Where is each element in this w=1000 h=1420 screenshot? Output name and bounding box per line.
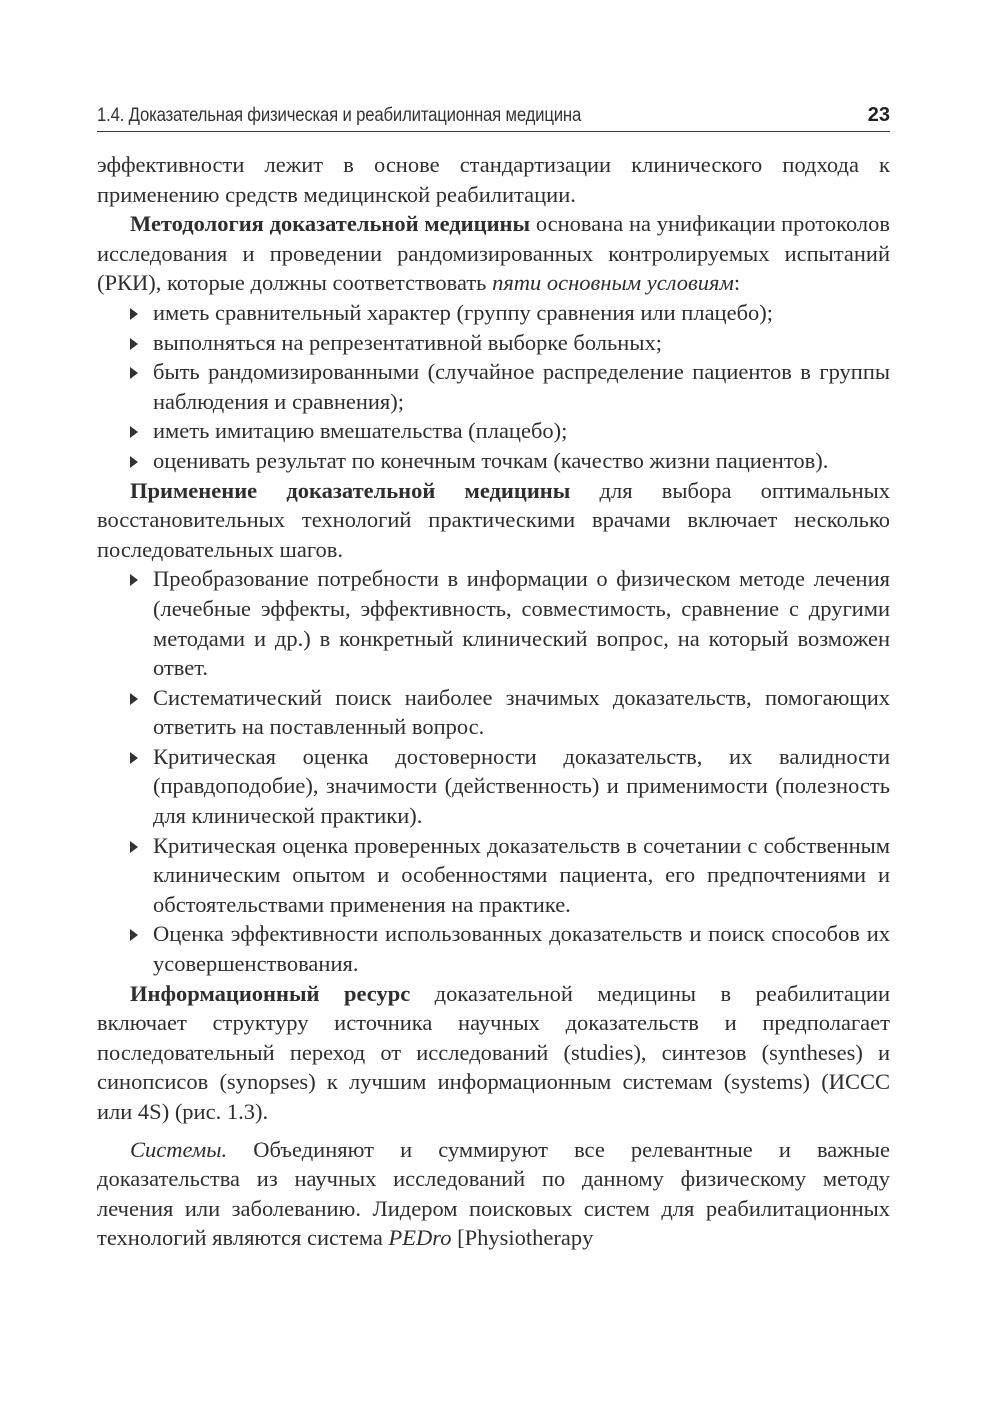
list-item bbox=[97, 446, 890, 476]
list-item bbox=[97, 298, 890, 328]
list-item-text: Критическая оценка достоверности доказательств, их валидности (правдоподобие), значимости (действенность) и применимости (полезность для клинической практики). bbox=[153, 743, 890, 829]
paragraph-application-text: для выбора оптимальных восстановительных технологий практическими врачами включает несколько последовательных шагов. bbox=[97, 477, 890, 562]
paragraph-methodology-end: : bbox=[733, 270, 741, 296]
page-number: 23 bbox=[867, 104, 890, 126]
paragraph-application bbox=[97, 476, 890, 565]
emphasis-five-conditions: пяти основным условиям bbox=[492, 270, 734, 296]
paragraph-info-resource-text: доказательной медицины в реабилитации включает структуру источника научных доказательств и предполагает последовательный переход от исследований (studies), синтезов (syntheses) и синопсисов (synopses) к лучшим информационным системам (systems) (ИССС или 4S) (рис. 1.3). bbox=[97, 980, 891, 1124]
paragraph-systems bbox=[97, 1135, 890, 1253]
paragraph-methodology bbox=[97, 209, 890, 298]
list-item bbox=[97, 328, 890, 358]
bullet-icon bbox=[130, 426, 138, 438]
list-item bbox=[97, 357, 890, 416]
list-item bbox=[97, 831, 890, 920]
term-info-resource: Информационный ресурс bbox=[130, 980, 411, 1006]
bullet-icon bbox=[130, 929, 138, 941]
bullet-icon bbox=[130, 841, 138, 853]
bullet-icon bbox=[130, 338, 138, 350]
list-item-text: Критическая оценка проверенных доказательств в сочетании с собственным клиническим опытом и особенностями пациента, его предпочтениями и обстоятельствами применения на практике. bbox=[153, 832, 890, 917]
term-methodology: Методология доказательной медицины bbox=[130, 211, 531, 237]
list-item-text: иметь сравнительный характер (группу сравнения или плацебо); bbox=[153, 299, 774, 325]
bullet-icon bbox=[130, 308, 138, 320]
bullet-icon bbox=[130, 693, 138, 705]
term-pedro: PEDro bbox=[388, 1225, 452, 1251]
bullet-icon bbox=[130, 574, 138, 586]
running-header bbox=[97, 98, 890, 132]
bullet-icon bbox=[130, 752, 138, 764]
list-item-text: оценивать результат по конечным точкам (качество жизни пациентов). bbox=[153, 447, 829, 473]
body-text bbox=[97, 150, 890, 1253]
paragraph-continuation: эффективности лежит в основе стандартизации клинического подхода к применению средств медицинской реабилитации. bbox=[97, 152, 890, 207]
list-item bbox=[97, 919, 890, 978]
bullet-icon bbox=[130, 456, 138, 468]
paragraph-info-resource bbox=[97, 979, 890, 1127]
steps-list bbox=[97, 564, 890, 978]
list-item-text: быть рандомизированными (случайное распределение пациентов в группы наблюдения и сравнения); bbox=[153, 359, 890, 414]
paragraph-systems-text: Объединяют и суммируют все релевантные и важные доказательства из научных исследований по данному физическому методу лечения или заболеванию. Лидером поисковых систем для реабилитационных технологий являются система bbox=[97, 1136, 890, 1251]
list-item bbox=[97, 683, 890, 742]
paragraph-methodology-text: основана на унификации протоколов исследования и проведении рандомизированных контролируемых испытаний (РКИ), которые должны соответствовать bbox=[97, 211, 891, 296]
list-item bbox=[97, 742, 890, 831]
paragraph-systems-end: [Physiotherapy bbox=[451, 1225, 594, 1251]
term-application: Применение доказательной медицины bbox=[130, 477, 571, 503]
running-header-title: 1.4. Доказательная физическая и реабилитационная медицина bbox=[97, 105, 582, 126]
list-item-text: Оценка эффективности использованных доказательств и поиск способов их усовершенствования. bbox=[153, 921, 890, 977]
list-item-text: Систематический поиск наиболее значимых доказательств, помогающих ответить на поставленный вопрос. bbox=[153, 684, 890, 740]
conditions-list bbox=[97, 298, 890, 476]
term-systems: Системы. bbox=[130, 1136, 228, 1162]
list-item bbox=[97, 564, 890, 682]
list-item-text: иметь имитацию вмешательства (плацебо); bbox=[153, 418, 568, 444]
list-item-text: выполняться на репрезентативной выборке больных; bbox=[153, 329, 662, 355]
bullet-icon bbox=[130, 367, 138, 379]
list-item bbox=[97, 416, 890, 446]
list-item-text: Преобразование потребности в информации о физическом методе лечения (лечебные эффекты, эффективность, совместимость, сравнение с другими методами и др.) в конкретный клинический вопрос, на который возможен ответ. bbox=[153, 566, 890, 681]
